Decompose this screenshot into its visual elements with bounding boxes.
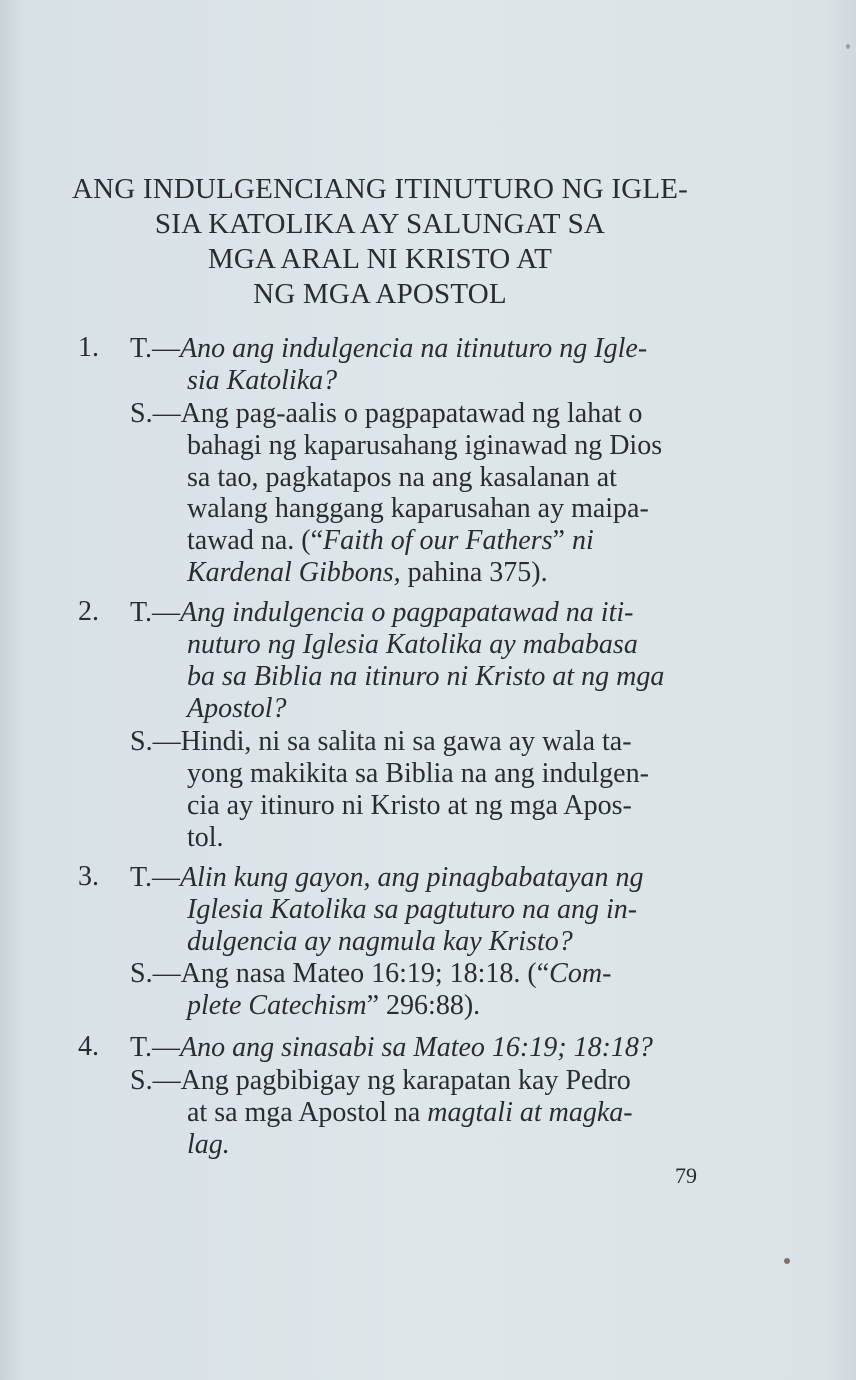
question-line: dulgencia ay nagmula kay Kristo? bbox=[187, 926, 573, 957]
title-line: NG MGA APOSTOL bbox=[253, 278, 507, 310]
answer-line: tol. bbox=[187, 822, 224, 853]
title-line: ANG INDULGENCIANG ITINUTURO NG IGLE- bbox=[71, 173, 689, 205]
answer-line: lag. bbox=[187, 1129, 230, 1160]
item-number: 3. bbox=[78, 861, 99, 892]
title-line: MGA ARAL NI KRISTO AT bbox=[207, 243, 553, 275]
answer-line: plete Catechism” 296:88). bbox=[187, 990, 481, 1021]
title-line: SIA KATOLIKA AY SALUNGAT SA bbox=[154, 208, 606, 240]
answer-line: S.—Ang pagbibigay ng karapatan kay Pedro bbox=[130, 1065, 631, 1096]
question-line: nuturo ng Iglesia Katolika ay mababasa bbox=[187, 629, 638, 660]
question-line: Apostol? bbox=[187, 693, 287, 724]
answer-line: yong makikita sa Biblia na ang indulgen- bbox=[187, 758, 649, 789]
question-line: Iglesia Katolika sa pagtuturo na ang in- bbox=[187, 894, 638, 925]
question-line: sia Katolika? bbox=[187, 365, 338, 396]
paper-speck bbox=[784, 1258, 790, 1264]
page-number: 79 bbox=[675, 1163, 697, 1188]
answer-line: sa tao, pagkatapos na ang kasalanan at bbox=[187, 462, 617, 493]
answer-line: at sa mga Apostol na magtali at magka- bbox=[187, 1097, 633, 1128]
question-line: T.—Ano ang sinasabi sa Mateo 16:19; 18:18? bbox=[130, 1032, 653, 1063]
answer-line: Kardenal Gibbons, pahina 375). bbox=[187, 557, 548, 588]
answer-line: cia ay itinuro ni Kristo at ng mga Apos- bbox=[187, 790, 632, 821]
item-number: 2. bbox=[78, 596, 99, 627]
chapter-title bbox=[60, 172, 700, 312]
answer-line: S.—Hindi, ni sa salita ni sa gawa ay wala ta- bbox=[130, 726, 632, 757]
paper-speck bbox=[846, 44, 850, 49]
answer-line: S.—Ang pag-aalis o pagpapatawad ng lahat o bbox=[130, 398, 643, 429]
answer-line: bahagi ng kaparusahang iginawad ng Dios bbox=[187, 430, 663, 461]
question-line: T.—Alin kung gayon, ang pinagbabatayan ng bbox=[130, 862, 644, 893]
answer-line: walang hanggang kaparusahan ay maipa- bbox=[187, 493, 649, 524]
item-number: 4. bbox=[78, 1031, 99, 1062]
answer-line: tawad na. (“Faith of our Fathers” ni bbox=[187, 525, 594, 556]
answer-line: S.—Ang nasa Mateo 16:19; 18:18. (“Com- bbox=[130, 958, 612, 989]
question-line: ba sa Biblia na itinuro ni Kristo at ng mga bbox=[187, 661, 665, 692]
question-line: T.—Ang indulgencia o pagpapatawad na iti- bbox=[130, 597, 634, 628]
question-line: T.—Ano ang indulgencia na itinuturo ng Igle- bbox=[130, 333, 648, 364]
item-number: 1. bbox=[78, 332, 99, 363]
